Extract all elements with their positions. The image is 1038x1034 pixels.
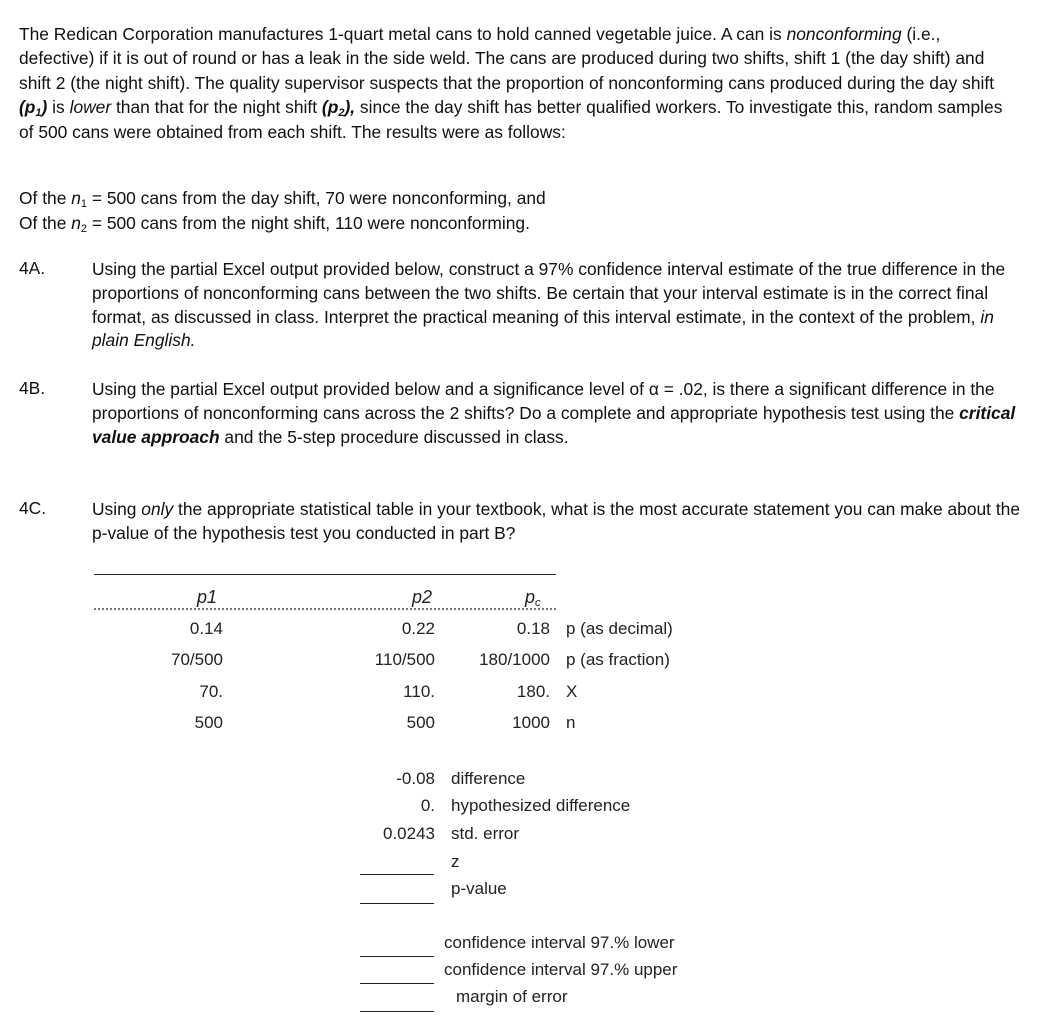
question-4c-emphasis: only xyxy=(141,499,174,519)
margin-of-error-label: margin of error xyxy=(456,987,568,1006)
n1-subscript: 1 xyxy=(80,198,87,210)
stat-label-p-value: p-value xyxy=(451,879,507,898)
row-label: p (as decimal) xyxy=(566,619,673,638)
row-label: n xyxy=(566,713,576,732)
cell-p2: 110. xyxy=(403,682,435,701)
stat-value-std-error: 0.0243 xyxy=(383,824,435,843)
p2-subscript: 2 xyxy=(338,107,345,120)
stat-label-z: z xyxy=(451,852,460,871)
intro-text-5: since the day shift has better qualified workers. To investigate this, random samples of 500 cans were obtained from each shift. The results were as follows: xyxy=(19,97,1003,142)
stat-value-hypothesized: 0. xyxy=(420,796,435,815)
blank-z xyxy=(360,874,434,875)
row-label: X xyxy=(566,682,578,701)
cell-p2: 0.22 xyxy=(401,619,435,638)
question-4b-emphasis: critical value approach xyxy=(92,402,1016,447)
cell-p1: 70. xyxy=(199,682,223,701)
p1-close: ) xyxy=(41,97,48,118)
given-line-2 xyxy=(19,211,919,236)
ci-upper-label: confidence interval 97.% upper xyxy=(444,960,678,979)
header-pc-symbol: p xyxy=(525,587,536,607)
p1-symbol: (p xyxy=(19,97,36,118)
question-number: 4B. xyxy=(19,378,46,398)
question-4a-emphasis: in plain English. xyxy=(92,306,994,351)
blank-ci-upper xyxy=(360,983,434,984)
given-data xyxy=(19,186,919,235)
question-number: 4C. xyxy=(19,498,47,518)
question-4a-text: Using the partial Excel output provided below, construct a 97% confidence interval estimate of the true difference in the proportions of nonconforming cans between the two shifts. Be certain that your interval estimate is in the correct final format, as discussed in class. Interpret the practical meaning of this interval estimate, in the context of the problem, xyxy=(92,259,1006,327)
p2-close: ), xyxy=(344,97,356,118)
given-2-prefix: Of the xyxy=(19,212,72,233)
blank-p-value xyxy=(360,903,434,904)
given-1-prefix: Of the xyxy=(19,188,72,208)
intro-text-4: than that for the night shift xyxy=(111,97,322,118)
given-line-1 xyxy=(19,186,919,211)
header-pc-subscript: c xyxy=(535,597,541,609)
cell-pc: 180. xyxy=(516,682,550,701)
cell-pc: 0.18 xyxy=(516,619,550,638)
header-p1: p1 xyxy=(197,587,218,607)
stat-label-difference: difference xyxy=(451,769,526,788)
cell-p1: 500 xyxy=(194,713,223,732)
given-1-text: = 500 cans from the day shift, 70 were nonconforming, and xyxy=(87,188,546,208)
blank-ci-lower xyxy=(360,956,434,957)
header-p2: p2 xyxy=(412,587,433,607)
row-label: p (as fraction) xyxy=(566,650,670,669)
given-2-text: = 500 cans from the night shift, 110 were nonconforming. xyxy=(87,212,530,233)
question-4c-text-2: the appropriate statistical table in your textbook, what is the most accurate statement you can make about the p-value of the hypothesis test you conducted in part B? xyxy=(92,499,1021,543)
intro-emphasis-nonconforming: nonconforming xyxy=(786,24,902,44)
question-number: 4A. xyxy=(19,258,46,278)
question-4c-text-1: Using xyxy=(92,499,142,519)
stat-label-std-error: std. error xyxy=(451,824,520,843)
n2-symbol: n xyxy=(71,212,81,233)
question-text xyxy=(92,498,1022,546)
stat-value-difference: -0.08 xyxy=(396,769,435,788)
cell-p2: 500 xyxy=(406,713,435,732)
stat-label-hypothesized: hypothesized difference xyxy=(451,796,631,815)
cell-p2: 110/500 xyxy=(374,650,435,669)
question-4b-text-2: and the 5-step procedure discussed in class. xyxy=(219,426,569,447)
p2-symbol: (p xyxy=(321,97,339,118)
problem-intro xyxy=(19,22,1019,144)
intro-emphasis-lower: lower xyxy=(69,97,112,118)
header-dotted-rule xyxy=(94,608,556,610)
header-pc xyxy=(525,587,541,608)
n1-symbol: n xyxy=(71,188,81,208)
table-top-rule xyxy=(94,574,556,575)
p1-subscript: 1 xyxy=(35,107,42,120)
cell-pc: 180/1000 xyxy=(479,650,550,669)
intro-text-2: (i.e., defective) if it is out of round or has a leak in the side weld. The cans are produced during two shifts, shift 1 (the day shift) and shift 2 (the night shift). The quality supervisor suspects that the proportion of nonconforming cans produced during the day shift xyxy=(19,24,995,93)
question-4b-text-1: Using the partial Excel output provided below and a significance level of α = .02, is there a significant difference in the proportions of nonconforming cans across the 2 shifts? Do a complete and appropriate hypothesis test using the xyxy=(92,379,995,423)
intro-text-1: The Redican Corporation manufactures 1-quart metal cans to hold canned vegetable juice. A can is xyxy=(19,24,787,44)
n2-subscript: 2 xyxy=(80,222,87,235)
blank-margin-of-error xyxy=(360,1011,434,1012)
question-text xyxy=(92,378,1022,449)
cell-pc: 1000 xyxy=(512,713,550,732)
question-text xyxy=(92,258,1022,353)
ci-lower-label: confidence interval 97.% lower xyxy=(444,933,675,952)
cell-p1: 70/500 xyxy=(171,650,223,669)
cell-p1: 0.14 xyxy=(189,619,223,638)
intro-text-3: is xyxy=(47,97,70,118)
